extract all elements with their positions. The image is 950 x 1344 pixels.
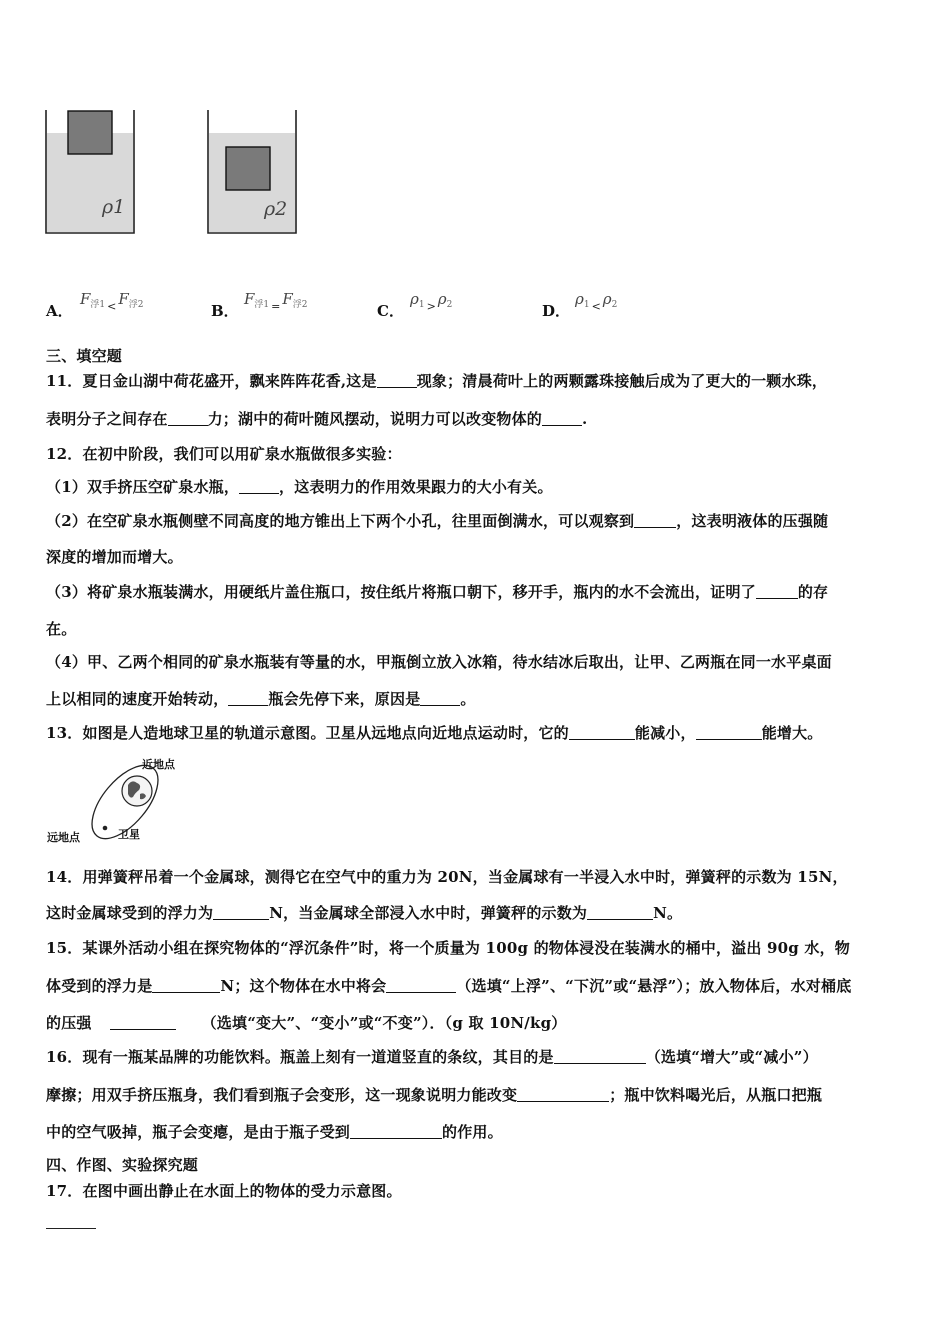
perigee-label: 近地点: [142, 758, 175, 771]
option-formula: $F_{浮1}$ $_=$ $F_{浮2}$: [244, 290, 308, 313]
answer-blank[interactable]: [213, 905, 269, 920]
answer-blank[interactable]: [152, 978, 220, 993]
q16-line3: 中的空气吸掉，瓶子会变瘪，是由于瓶子受到 的作用。: [46, 1123, 503, 1141]
answer-blank[interactable]: [634, 513, 676, 528]
q15-line2: 体受到的浮力是 N；这个物体在水中将会 （选填“上浮”、“下沉”或“悬浮”）；放入物体后，水对桶底: [46, 977, 852, 995]
answer-blank[interactable]: [168, 411, 208, 426]
option-formula: $F_{浮1}$ $_<$ $F_{浮2}$: [80, 290, 144, 313]
answer-blank[interactable]: [587, 905, 653, 920]
suspended-block: [226, 147, 270, 190]
q11-line2: 表明分子之间存在 力；湖中的荷叶随风摆动，说明力可以改变物体的 .: [46, 410, 588, 428]
option-letter: C．: [377, 302, 404, 320]
floating-block: [68, 111, 112, 154]
q14-line1: 14．用弹簧秤吊着一个金属球，测得它在空气中的重力为 20N，当金属球有一半浸入水中时，弹簧秤的示数为 15N，: [46, 868, 848, 886]
rho2-label: ρ2: [264, 198, 288, 220]
q13-line: 13．如图是人造地球卫星的轨道示意图。卫星从远地点向近地点运动时，它的 能减小， 能增大。: [46, 724, 823, 742]
option-formula: $\rho_1$ $_>$ $\rho_2$: [410, 290, 453, 313]
answer-blank[interactable]: [239, 479, 279, 494]
section-fill-heading: 三、填空题: [46, 347, 123, 365]
q14-line2: 这时金属球受到的浮力为 N，当金属球全部浸入水中时，弹簧秤的示数为 N。: [46, 904, 683, 922]
answer-blank[interactable]: [377, 373, 417, 388]
answer-blank[interactable]: [350, 1124, 442, 1139]
q15-line1: 15．某课外活动小组在探究物体的“浮沉条件”时，将一个质量为 100g 的物体浸没在装满水的桶中，溢出 90g 水，物: [46, 939, 850, 957]
q12-part3-cont: 在。: [46, 620, 77, 638]
q11-line1: 11．夏日金山湖中荷花盛开，飘来阵阵花香,这是 现象；清晨荷叶上的两颗露珠接触后成为了更大的一颗水珠，: [46, 372, 828, 390]
satellite-icon: [103, 826, 108, 831]
q12-part3: （3）将矿泉水瓶装满水，用硬纸片盖住瓶口，按住纸片将瓶口朝下，移开手，瓶内的水不会流出，证明了 的存: [46, 583, 829, 601]
footer-rule: [46, 1228, 96, 1229]
q12-intro: 12．在初中阶段，我们可以用矿泉水瓶做很多实验：: [46, 445, 402, 463]
answer-blank[interactable]: [420, 691, 460, 706]
answer-blank[interactable]: [386, 978, 456, 993]
apogee-label: 远地点: [47, 831, 80, 844]
q12-part4-cont: 上以相同的速度开始转动， 瓶会先停下来，原因是 。: [46, 690, 476, 708]
answer-blank[interactable]: [110, 1015, 176, 1030]
q16-line1: 16．现有一瓶某品牌的功能饮料。瓶盖上刻有一道道竖直的条纹，其目的是 （选填“增大”或“减小”）: [46, 1048, 818, 1066]
q12-part1: （1）双手挤压空矿泉水瓶， ，这表明力的作用效果跟力的大小有关。: [46, 478, 553, 496]
answer-blank[interactable]: [554, 1049, 646, 1064]
q15-line3: 的压强 （选填“变大”、“变小”或“不变”）．（g 取 10N/kg）: [46, 1014, 567, 1032]
answer-blank[interactable]: [517, 1087, 609, 1102]
option-letter: D．: [542, 302, 571, 320]
option-letter: A．: [46, 302, 73, 320]
rho1-label: ρ1: [102, 196, 126, 218]
option-formula: $\rho_1$ $_<$ $\rho_2$: [575, 290, 618, 313]
q12-part2-cont: 深度的增加而增大。: [46, 548, 183, 566]
q12-part2: （2）在空矿泉水瓶侧壁不同高度的地方锥出上下两个小孔，往里面倒满水，可以观察到 ，这表明液体的压强随: [46, 512, 829, 530]
answer-blank[interactable]: [756, 584, 798, 599]
option-letter: B．: [211, 302, 239, 320]
answer-blank[interactable]: [542, 411, 582, 426]
q16-line2: 摩擦；用双手挤压瓶身，我们看到瓶子会变形，这一现象说明力能改变 ；瓶中饮料喝光后，从瓶口把瓶: [46, 1086, 823, 1104]
satellite-label: 卫星: [118, 828, 140, 841]
q17-line: 17．在图中画出静止在水面上的物体的受力示意图。: [46, 1182, 402, 1200]
answer-blank[interactable]: [569, 725, 635, 740]
answer-blank[interactable]: [696, 725, 762, 740]
q12-part4: （4）甲、乙两个相同的矿泉水瓶装有等量的水，甲瓶倒立放入冰箱，待水结冰后取出，让甲、乙两瓶在同一水平桌面: [46, 653, 832, 671]
section-draw-heading: 四、作图、实验探究题: [46, 1156, 199, 1174]
answer-blank[interactable]: [228, 691, 268, 706]
